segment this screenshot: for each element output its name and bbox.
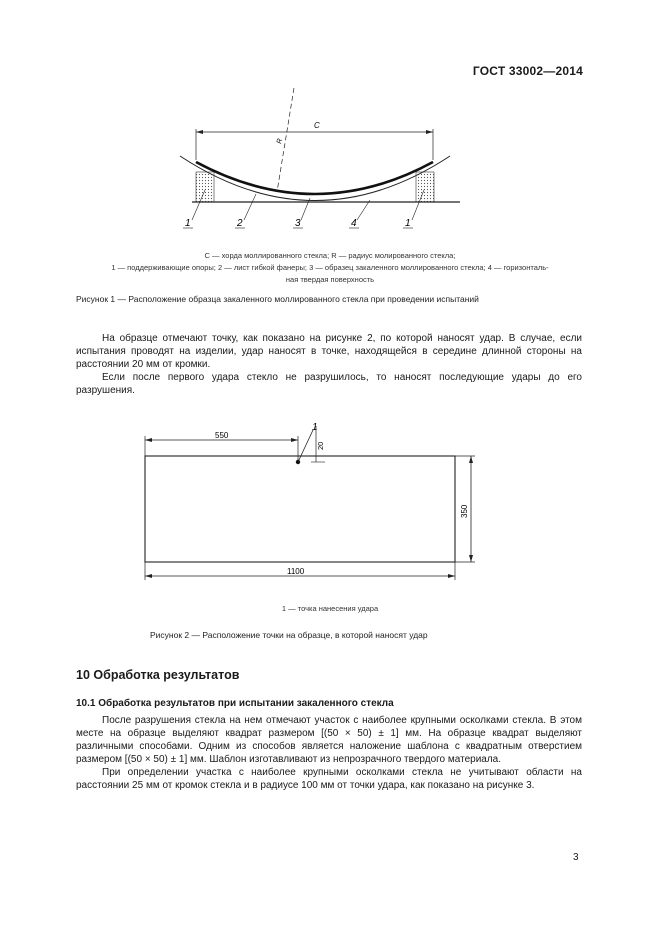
figure-2-diagram (135, 418, 495, 588)
figure-2-title: Рисунок 2 — Расположение точки на образце, в которой наносят удар (150, 630, 428, 640)
figure-1-legend-line-1: C — хорда моллированного стекла; R — радиус молированного стекла; (204, 251, 456, 260)
dim-20: 20 (316, 441, 325, 450)
dim-1100: 1100 (287, 567, 305, 576)
left-support (196, 172, 214, 202)
figure-2-legend: 1 — точка нанесения удара (281, 604, 379, 613)
callout-1-left: 1 (185, 218, 191, 229)
paragraph-repeat-impacts: Если после первого удара стекло не разрушилось, то наносят последующие удары до его разрушения. (76, 372, 582, 396)
subsection-heading: 10.1 Обработка результатов при испытании закаленного стекла (76, 698, 394, 709)
figure-1-diagram (150, 80, 480, 240)
document-code: ГОСТ 33002—2014 (472, 64, 583, 78)
paragraph-impact-point: На образце отмечают точку, как показано на рисунке 2, по которой наносят удар. В случае, если испытания проводят на изделии, удар наносят в точке, находящейся в середине длинной стороны на расстоянии 20 мм от кромки. (76, 333, 582, 370)
callout-2: 2 (237, 218, 243, 229)
paragraph-square-selection: После разрушения стекла на нем отмечают участок с наиболее крупными осколками стекла. В этом месте на образце выделяют квадрат размером [(50 × 50) ± 1] мм. На образце квадрат выделяют различными способами. Одним из способов является наложение шаблона с квадратным отверстием размером [(50 × 50) ± 1] мм. Шаблон изготавливают из непрозрачного твердого материала. (76, 715, 582, 765)
dim-350: 350 (460, 504, 469, 518)
glass-panel (145, 456, 455, 562)
page-number: 3 (573, 852, 579, 863)
figure-1-legend-line-2: 1 — поддерживающие опоры; 2 — лист гибкой фанеры; 3 — образец закаленного моллированного стекла; 4 — горизонталь- (111, 263, 549, 272)
glass-sample (196, 162, 433, 194)
right-support (416, 172, 434, 202)
impact-point-leader (298, 430, 313, 462)
section-text-block (76, 714, 582, 792)
dim-550: 550 (215, 431, 229, 440)
label-R: R (276, 138, 285, 145)
callout-impact-point: 1 (312, 422, 318, 433)
paragraph-excluded-areas: При определении участка с наиболее крупными осколками стекла не учитывают области на расстоянии 25 мм от кромок стекла и в радиусе 100 мм от точки удара, как показано на рисунке 3. (76, 767, 582, 791)
figure-1-title: Рисунок 1 — Расположение образца закаленного моллированного стекла при проведении испытаний (76, 294, 479, 304)
callout-1-right: 1 (405, 218, 411, 229)
callout-4: 4 (351, 218, 357, 229)
figure-1-legend-line-3: ная твердая поверхность (285, 275, 375, 284)
callout-3: 3 (295, 218, 301, 229)
label-C: C (314, 121, 320, 130)
section-heading: 10 Обработка результатов (76, 668, 240, 682)
body-text-block (76, 332, 582, 397)
